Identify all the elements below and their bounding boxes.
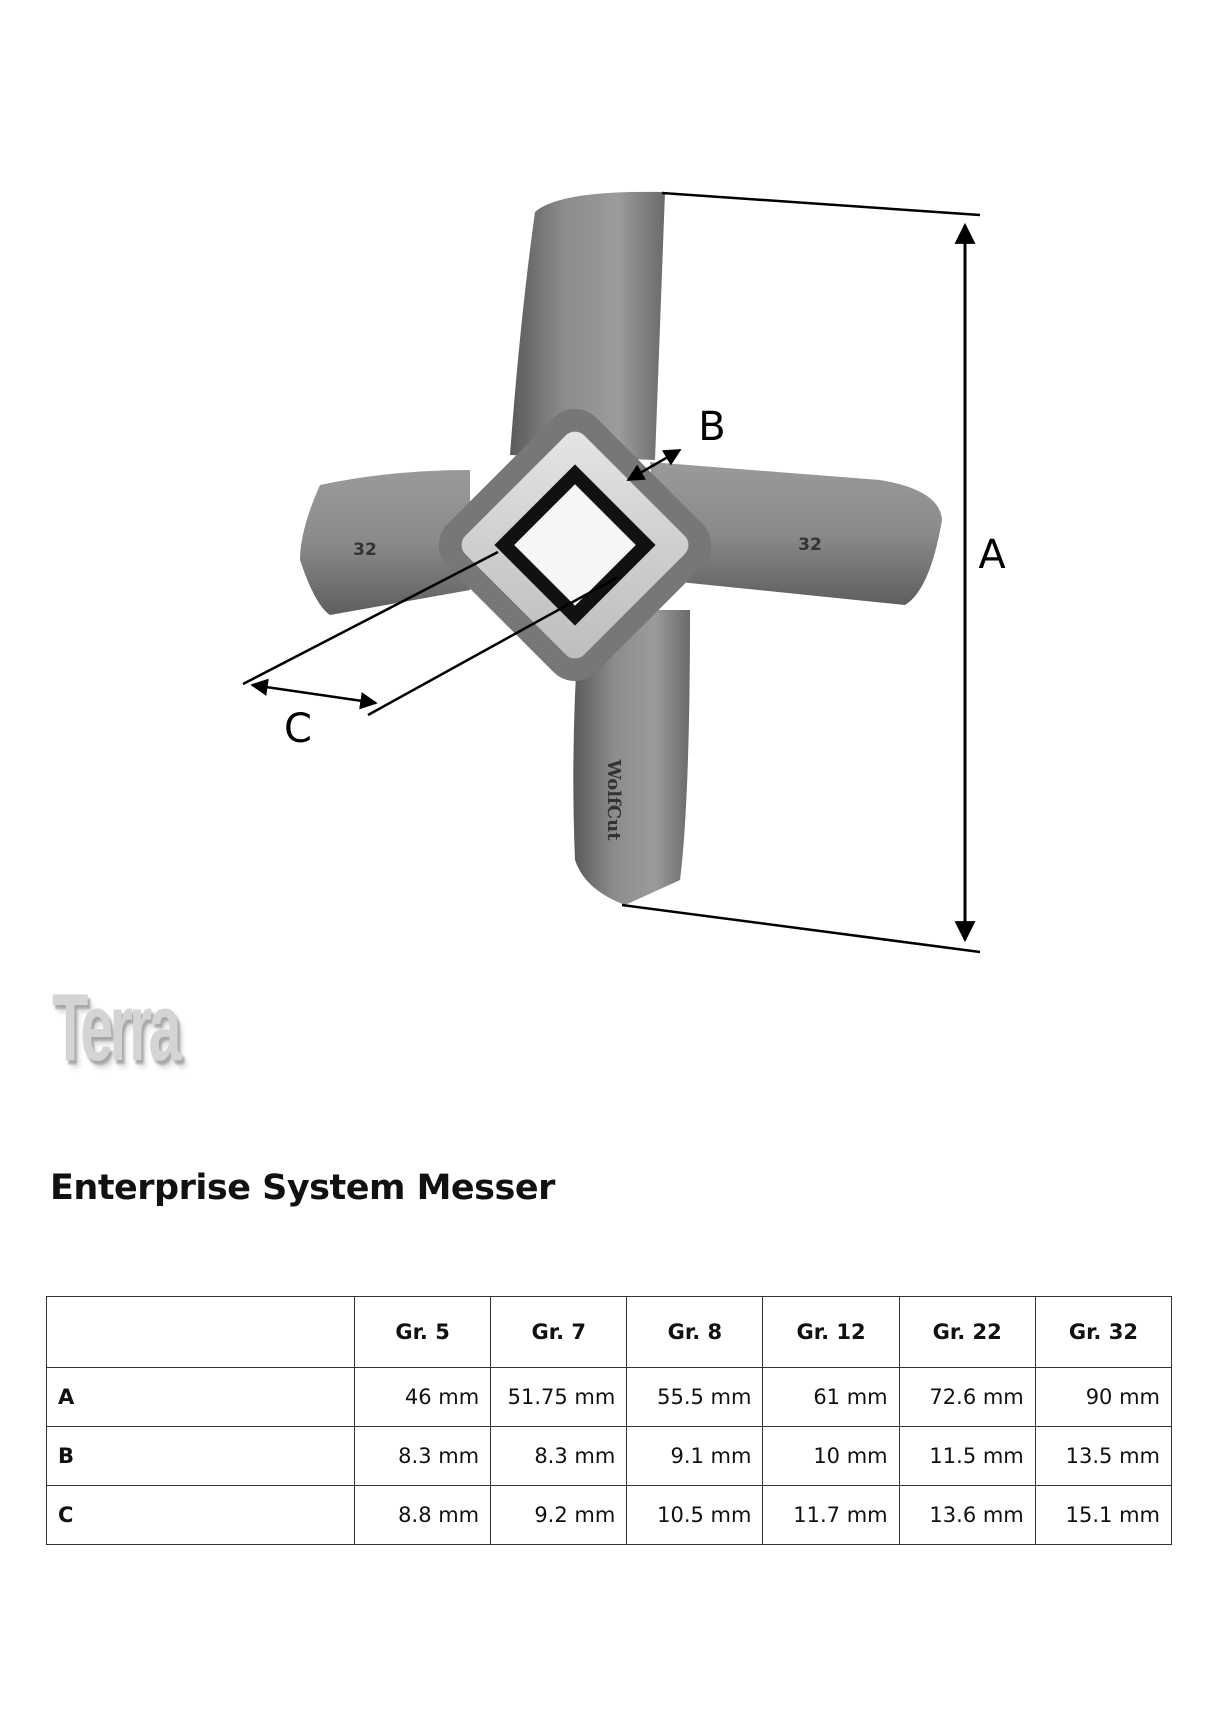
column-header: Gr. 8 [627, 1297, 763, 1368]
table-row [47, 1427, 1172, 1486]
table-cell: 9.1 mm [627, 1427, 763, 1486]
table-cell: 15.1 mm [1035, 1486, 1171, 1545]
table-cell: 11.5 mm [899, 1427, 1035, 1486]
blade-stamp-bottom: WolfCut [603, 759, 624, 841]
table-cell: 8.3 mm [355, 1427, 491, 1486]
table-row [47, 1368, 1172, 1427]
row-label: A [47, 1368, 355, 1427]
table-cell: 8.3 mm [491, 1427, 627, 1486]
specs-table [46, 1296, 1172, 1545]
row-label: B [47, 1427, 355, 1486]
table-cell: 55.5 mm [627, 1368, 763, 1427]
terra-logo: Terra [52, 974, 178, 1081]
table-cell: 10 mm [763, 1427, 899, 1486]
table-cell: 13.5 mm [1035, 1427, 1171, 1486]
column-header: Gr. 32 [1035, 1297, 1171, 1368]
table-cell: 9.2 mm [491, 1486, 627, 1545]
table-cell: 90 mm [1035, 1368, 1171, 1427]
blade-stamp-right: 32 [798, 535, 822, 555]
column-header: Gr. 22 [899, 1297, 1035, 1368]
table-header-row [47, 1297, 1172, 1368]
column-header: Gr. 12 [763, 1297, 899, 1368]
table-corner-cell [47, 1297, 355, 1368]
table-row [47, 1486, 1172, 1545]
dimension-c-label: C [284, 706, 312, 752]
table-cell: 51.75 mm [491, 1368, 627, 1427]
table-cell: 10.5 mm [627, 1486, 763, 1545]
dimension-a-ext-bottom [622, 905, 980, 952]
dimension-a-ext-top [662, 193, 980, 215]
column-header: Gr. 5 [355, 1297, 491, 1368]
blade-stamp-left: 32 [353, 540, 377, 560]
page-title: Enterprise System Messer [50, 1168, 555, 1208]
table-cell: 13.6 mm [899, 1486, 1035, 1545]
table-cell: 8.8 mm [355, 1486, 491, 1545]
dimension-b-label: B [698, 404, 726, 450]
table-cell: 11.7 mm [763, 1486, 899, 1545]
row-label: C [47, 1486, 355, 1545]
column-header: Gr. 7 [491, 1297, 627, 1368]
dimension-c-arrow [252, 685, 376, 703]
table-cell: 61 mm [763, 1368, 899, 1427]
table-cell: 72.6 mm [899, 1368, 1035, 1427]
dimension-a-label: A [978, 532, 1006, 578]
table-cell: 46 mm [355, 1368, 491, 1427]
